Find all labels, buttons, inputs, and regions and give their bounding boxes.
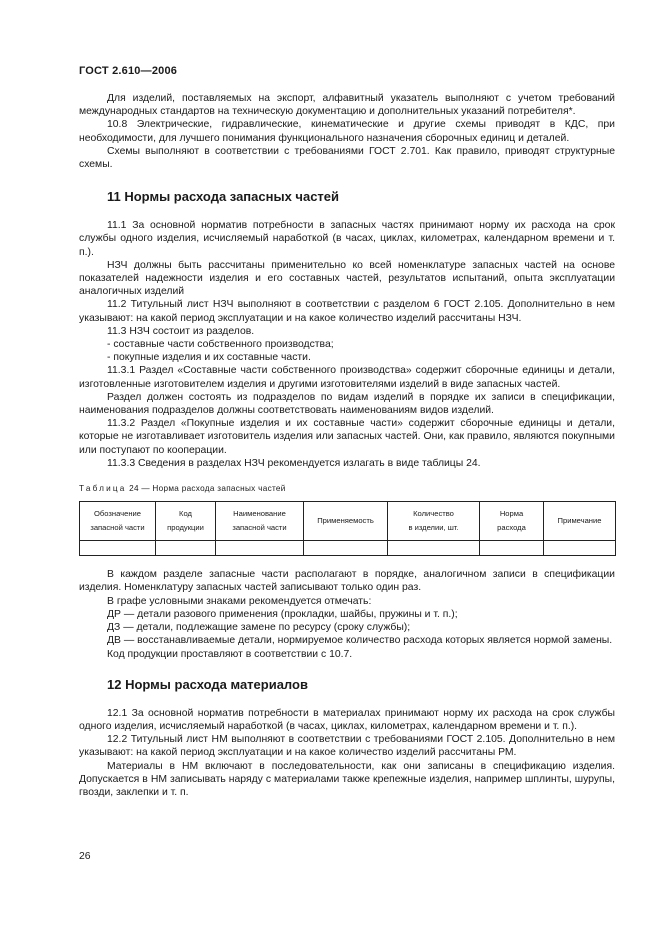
list-item: ДР — детали разового применения (прокладки, шайбы, пружины и т. п.);	[107, 608, 458, 620]
after-table-text	[79, 568, 615, 660]
page-number: 26	[79, 851, 91, 862]
column-header: Код продукции	[156, 502, 216, 541]
spare-parts-table	[79, 501, 616, 556]
table-cell	[388, 541, 480, 556]
paragraph: В каждом разделе запасные части располагают в порядке, аналогичном записи в спецификации изделия. Номенклатуру запасных частей записывают только один раз.	[79, 569, 615, 594]
table-cell	[544, 541, 616, 556]
table-caption-text: 24 — Норма расхода запасных частей	[126, 484, 286, 494]
paragraph: Раздел должен состоять из подразделов по видам изделий в порядке их записи в спецификации, наименования подразделов должны соответствовать наименованиям видов изделий.	[79, 391, 615, 417]
table-cell	[480, 541, 544, 556]
column-header: Норма расхода	[480, 502, 544, 541]
paragraph: Схемы выполняют в соответствии с требованиями ГОСТ 2.701. Как правило, приводят структурные схемы.	[79, 145, 615, 171]
paragraph: Материалы в НМ включают в последовательности, как они записаны в спецификацию изделия. Допускается в НМ записывать наряду с материалами также крепежные изделия, например шплинты, шурупы, гвозди, заклепки и т. п.	[79, 760, 615, 798]
paragraph: В графе условными знаками рекомендуется отмечать:	[107, 595, 372, 607]
paragraph: 11.3.1 Раздел «Составные части собственного производства» содержит сборочные единицы и детали, изготовленные изготовителем изделия и другими изготовителями изделий в виде запасных частей.	[79, 365, 615, 390]
paragraph: 11.1 За основной норматив потребности в запасных частях принимают норму их расхода на срок службы одного изделия, исчисляемый наработкой (в часах, циклах, километрах, календарном времени и т. п.).	[79, 220, 615, 258]
column-header: Обозначение запасной части	[80, 502, 156, 541]
table-row	[80, 541, 616, 556]
section-11-heading: 11 Нормы расхода запасных частей	[107, 189, 340, 205]
list-item: ДЗ — детали, подлежащие замене по ресурсу (сроку службы);	[107, 622, 411, 634]
paragraph: 12.1 За основной норматив потребности в материалах принимают норму их расхода на срок службы одного изделия, исчисляемый наработкой (в часах, циклах, километрах, календарном времени и т. п.).	[79, 707, 615, 732]
page-content	[79, 92, 615, 799]
paragraph: 11.3.2 Раздел «Покупные изделия и их составные части» содержит сборочные единицы и детали, которые не изготавливает изготовитель изделия или запасных частей. Они, как правило, являются покупными или поступают по кооперации.	[79, 418, 615, 456]
paragraph: Код продукции проставляют в соответствии с 10.7.	[107, 648, 353, 660]
paragraph: 11.3 НЗЧ состоит из разделов.	[107, 325, 255, 337]
column-header: Наименование запасной части	[216, 502, 304, 541]
paragraph: 11.2 Титульный лист НЗЧ выполняют в соответствии с разделом 6 ГОСТ 2.105. Дополнительно в нем указывают: на какой период эксплуатации и на какое количество изделий рассчитаны НЗЧ.	[79, 299, 615, 324]
document-header: ГОСТ 2.610—2006	[79, 65, 178, 77]
table-cell	[216, 541, 304, 556]
table-cell	[80, 541, 156, 556]
paragraph: 10.8 Электрические, гидравлические, кинематические и другие схемы приводят в КДС, при необходимости, для лучшего понимания функционального назначения сборочных единиц и деталей.	[79, 119, 615, 144]
table-cell	[304, 541, 388, 556]
table-cell	[156, 541, 216, 556]
paragraph: НЗЧ должны быть рассчитаны применительно ко всей номенклатуре запасных частей на основе показателей надежности изделия и его составных частей, результатов испытаний, опыта эксплуатации аналогичных изделий	[79, 259, 615, 298]
paragraph: 11.3.3 Сведения в разделах НЗЧ рекомендуется излагать в виде таблицы 24.	[107, 457, 481, 469]
column-header: Примечание	[544, 502, 616, 541]
list-item: ДВ — восстанавливаемые детали, нормируемое количество расхода которых является нормой замены.	[107, 635, 613, 647]
column-header: Применяемость	[304, 502, 388, 541]
table-header-row	[80, 502, 616, 541]
list-item: - составные части собственного производства;	[107, 339, 334, 351]
paragraph: 12.2 Титульный лист НМ выполняют в соответствии с требованиями ГОСТ 2.105. Дополнительно в нем указывают: на какой период эксплуатации и на какое количество изделий рассчитаны РМ.	[79, 734, 615, 759]
table-caption	[79, 482, 615, 495]
column-header: Количество в изделии, шт.	[388, 502, 480, 541]
paragraph: Для изделий, поставляемых на экспорт, алфавитный указатель выполняют с учетом требований международных стандартов на техническую документацию и дополнительных указаний потребителя*.	[79, 93, 615, 118]
section-12-heading: 12 Нормы расхода материалов	[107, 676, 308, 692]
list-item: - покупные изделия и их составные части.	[107, 352, 311, 364]
table-caption-word: Таблица	[79, 484, 127, 494]
